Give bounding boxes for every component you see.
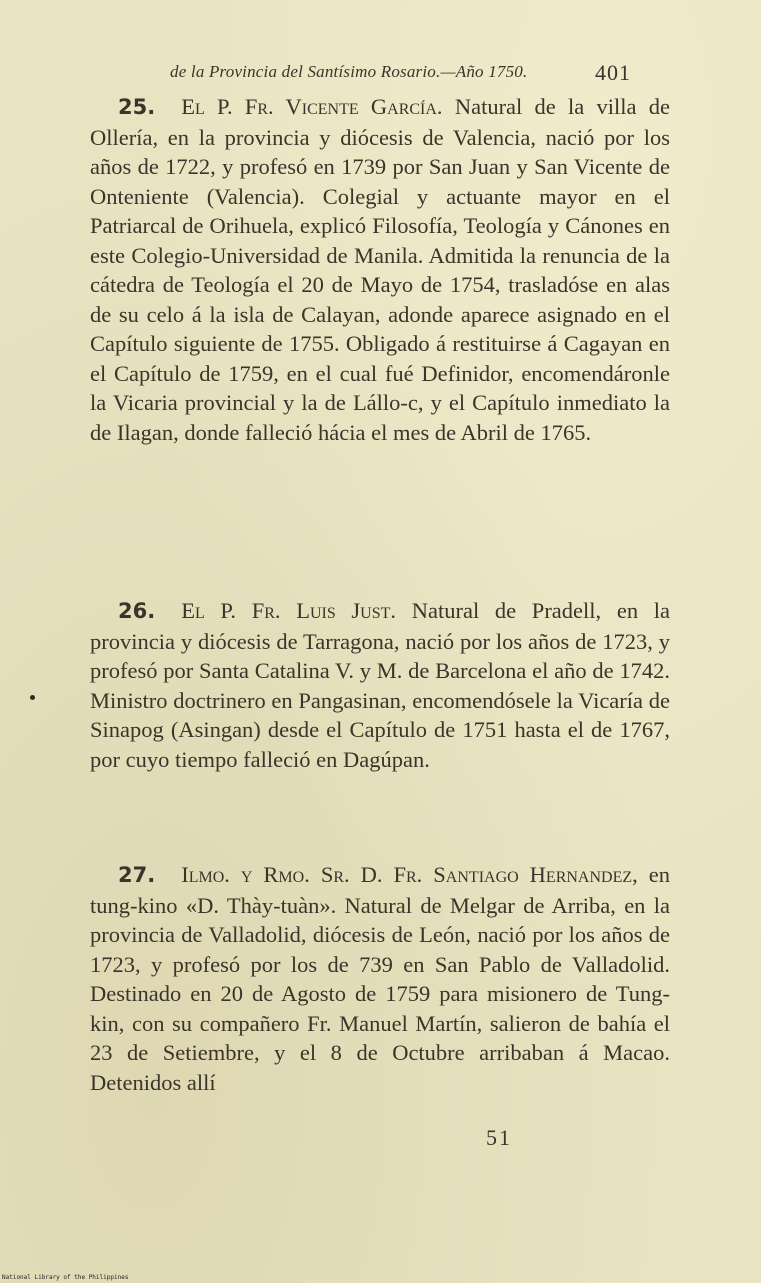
entry-name: El P. Fr. Vicente García. xyxy=(181,94,443,119)
entry-number: 26. xyxy=(118,599,156,623)
entry-27 xyxy=(90,860,670,1097)
entry-26 xyxy=(90,596,670,774)
entry-text: Natural de Pradell, en la provincia y diócesis de Tarragona, nació por los años de 1723, y profesó por Santa Catalina V. y M. de Barcelona el año de 1742. Ministro doctrinero en Pangasinan, encomendósele la Vicaría de Sinapog (Asingan) desde el Capítulo de 1751 hasta el de 1767, por cuyo tiempo falleció en Dagúpan. xyxy=(90,598,670,772)
entry-text: en tung-kino «D. Thày-tuàn». Natural de Melgar de Arriba, en la provincia de Valladolid, diócesis de León, nació por los años de 1723, y profesó por los de 739 en San Pablo de Valladolid. Destinado en 20 de Agosto de 1759 para misionero de Tung-kin, con su compañero Fr. Manuel Martín, salieron de bahía el 23 de Setiembre, y el 8 de Octubre arribaban á Macao. Detenidos allí xyxy=(90,862,671,1095)
entry-name: El P. Fr. Luis Just. xyxy=(181,598,397,623)
margin-dot xyxy=(30,695,35,700)
entry-text: Natural de la villa de Ollería, en la provincia y diócesis de Valencia, nació por los años de 1722, y profesó en 1739 por San Juan y San Vicente de Onteniente (Valencia). Colegial y actuante mayor en el Patriarcal de Orihuela, explicó Filosofía, Teología y Cánones en este Colegio-Universidad de Manila. Admitida la renuncia de la cátedra de Teología el 20 de Mayo de 1754, trasladóse en alas de su celo á la isla de Calayan, adonde aparece asignado en el Capítulo siguiente de 1755. Obligado á restituirse á Cagayan en el Capítulo de 1759, en el cual fué Definidor, encomendáronle la Vicaria provincial y la de Lállo-c, y el Capítulo inmediato la de Ilagan, donde falleció hácia el mes de Abril de 1765. xyxy=(90,94,671,445)
entry-name: Ilmo. y Rmo. Sr. D. Fr. Santiago Hernandez, xyxy=(181,862,638,887)
entry-25 xyxy=(90,92,670,447)
signature-mark: 51 xyxy=(486,1125,512,1150)
entry-number: 25. xyxy=(118,95,156,119)
entry-number: 27. xyxy=(118,863,156,887)
running-title: de la Provincia del Santísimo Rosario.—Año 1750. xyxy=(170,62,528,81)
footer-credit: National Library of the Philippines xyxy=(2,1274,129,1281)
page-number: 401 xyxy=(595,60,631,85)
